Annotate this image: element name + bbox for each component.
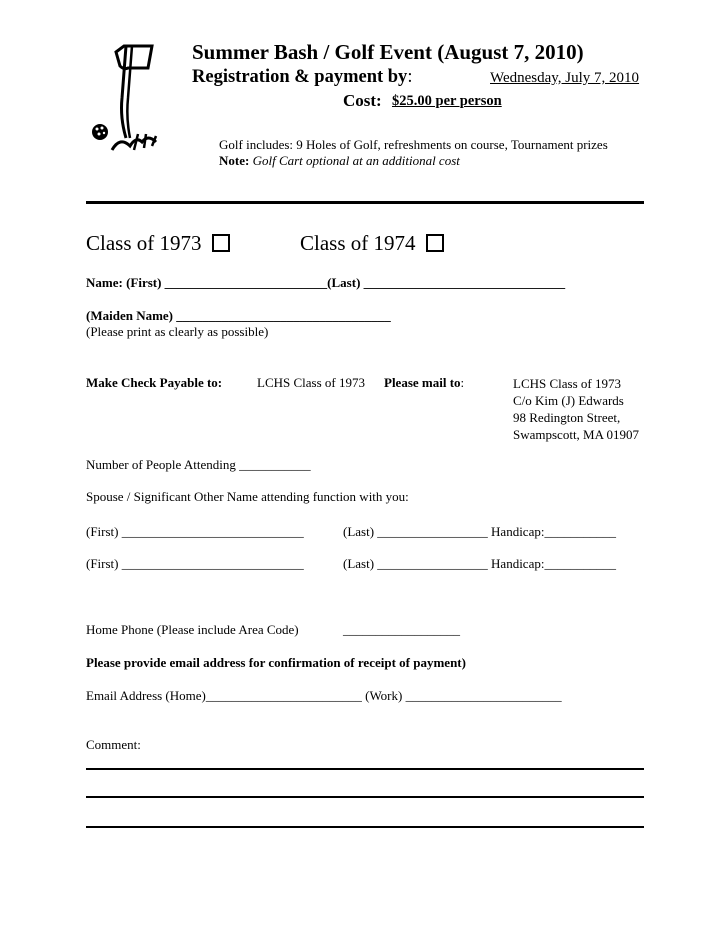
- home-phone-label: Home Phone (Please include Area Code): [86, 622, 299, 637]
- address-line: Swampscott, MA 01907: [513, 427, 640, 442]
- comment-line[interactable]: [86, 768, 644, 770]
- note-text: Golf Cart optional at an additional cost: [252, 153, 460, 168]
- people-attending-field[interactable]: Number of People Attending ___________: [86, 457, 311, 472]
- comment-label: Comment:: [86, 737, 141, 752]
- check-payable-label: Make Check Payable to:: [86, 375, 223, 390]
- cart-note: [219, 153, 460, 169]
- maiden-name-field[interactable]: (Maiden Name) _________________________________: [86, 308, 391, 323]
- mail-to-label: [384, 375, 464, 391]
- comment-line[interactable]: [86, 826, 644, 828]
- check-payable-value: LCHS Class of 1973: [257, 375, 365, 390]
- home-phone-field[interactable]: __________________: [343, 622, 460, 637]
- email-notice: Please provide email address for confirmation of receipt of payment): [86, 655, 466, 670]
- guest-2-first-field[interactable]: (First) ____________________________: [86, 556, 304, 571]
- golf-flag-and-ball-icon: [86, 38, 166, 168]
- registration-date: Wednesday, July 7, 2010: [490, 70, 640, 86]
- address-line: 98 Redington Street,: [513, 410, 621, 425]
- name-field[interactable]: Name: (First) _________________________(Last) _______________________________: [86, 275, 566, 290]
- note-label: Note:: [219, 153, 250, 168]
- spouse-heading: Spouse / Significant Other Name attending function with you:: [86, 489, 409, 504]
- cost-value: $25.00 per person: [392, 93, 502, 109]
- mail-to-text: Please mail to: [384, 375, 461, 390]
- address-line: LCHS Class of 1973: [513, 376, 621, 391]
- golf-includes: Golf includes: 9 Holes of Golf, refreshments on course, Tournament prizes: [219, 137, 608, 152]
- guest-1-last-handicap-field[interactable]: (Last) _________________ Handicap:___________: [343, 524, 616, 539]
- class-1973-checkbox[interactable]: [212, 234, 230, 252]
- class-1974-label: Class of 1974: [300, 231, 416, 255]
- class-1973-option[interactable]: [86, 231, 230, 256]
- guest-1-first-field[interactable]: (First) ____________________________: [86, 524, 304, 539]
- class-1974-option[interactable]: [300, 231, 444, 256]
- class-1973-label: Class of 1973: [86, 231, 202, 255]
- mail-to-colon: :: [460, 375, 465, 390]
- registration-colon: :: [407, 67, 413, 87]
- address-line: C/o Kim (J) Edwards: [513, 393, 624, 408]
- event-title: Summer Bash / Golf Event (August 7, 2010): [192, 40, 584, 64]
- class-1974-checkbox[interactable]: [426, 234, 444, 252]
- header-divider: [86, 201, 644, 204]
- registration-label: [192, 67, 412, 88]
- mailing-address: [513, 375, 639, 443]
- registration-text: Registration & payment by: [192, 67, 408, 87]
- comment-line[interactable]: [86, 796, 644, 798]
- print-note: (Please print as clearly as possible): [86, 324, 269, 339]
- email-address-field[interactable]: Email Address (Home)________________________ (Work) ________________________: [86, 688, 562, 703]
- cost-label: Cost:: [343, 91, 382, 110]
- guest-2-last-handicap-field[interactable]: (Last) _________________ Handicap:___________: [343, 556, 616, 571]
